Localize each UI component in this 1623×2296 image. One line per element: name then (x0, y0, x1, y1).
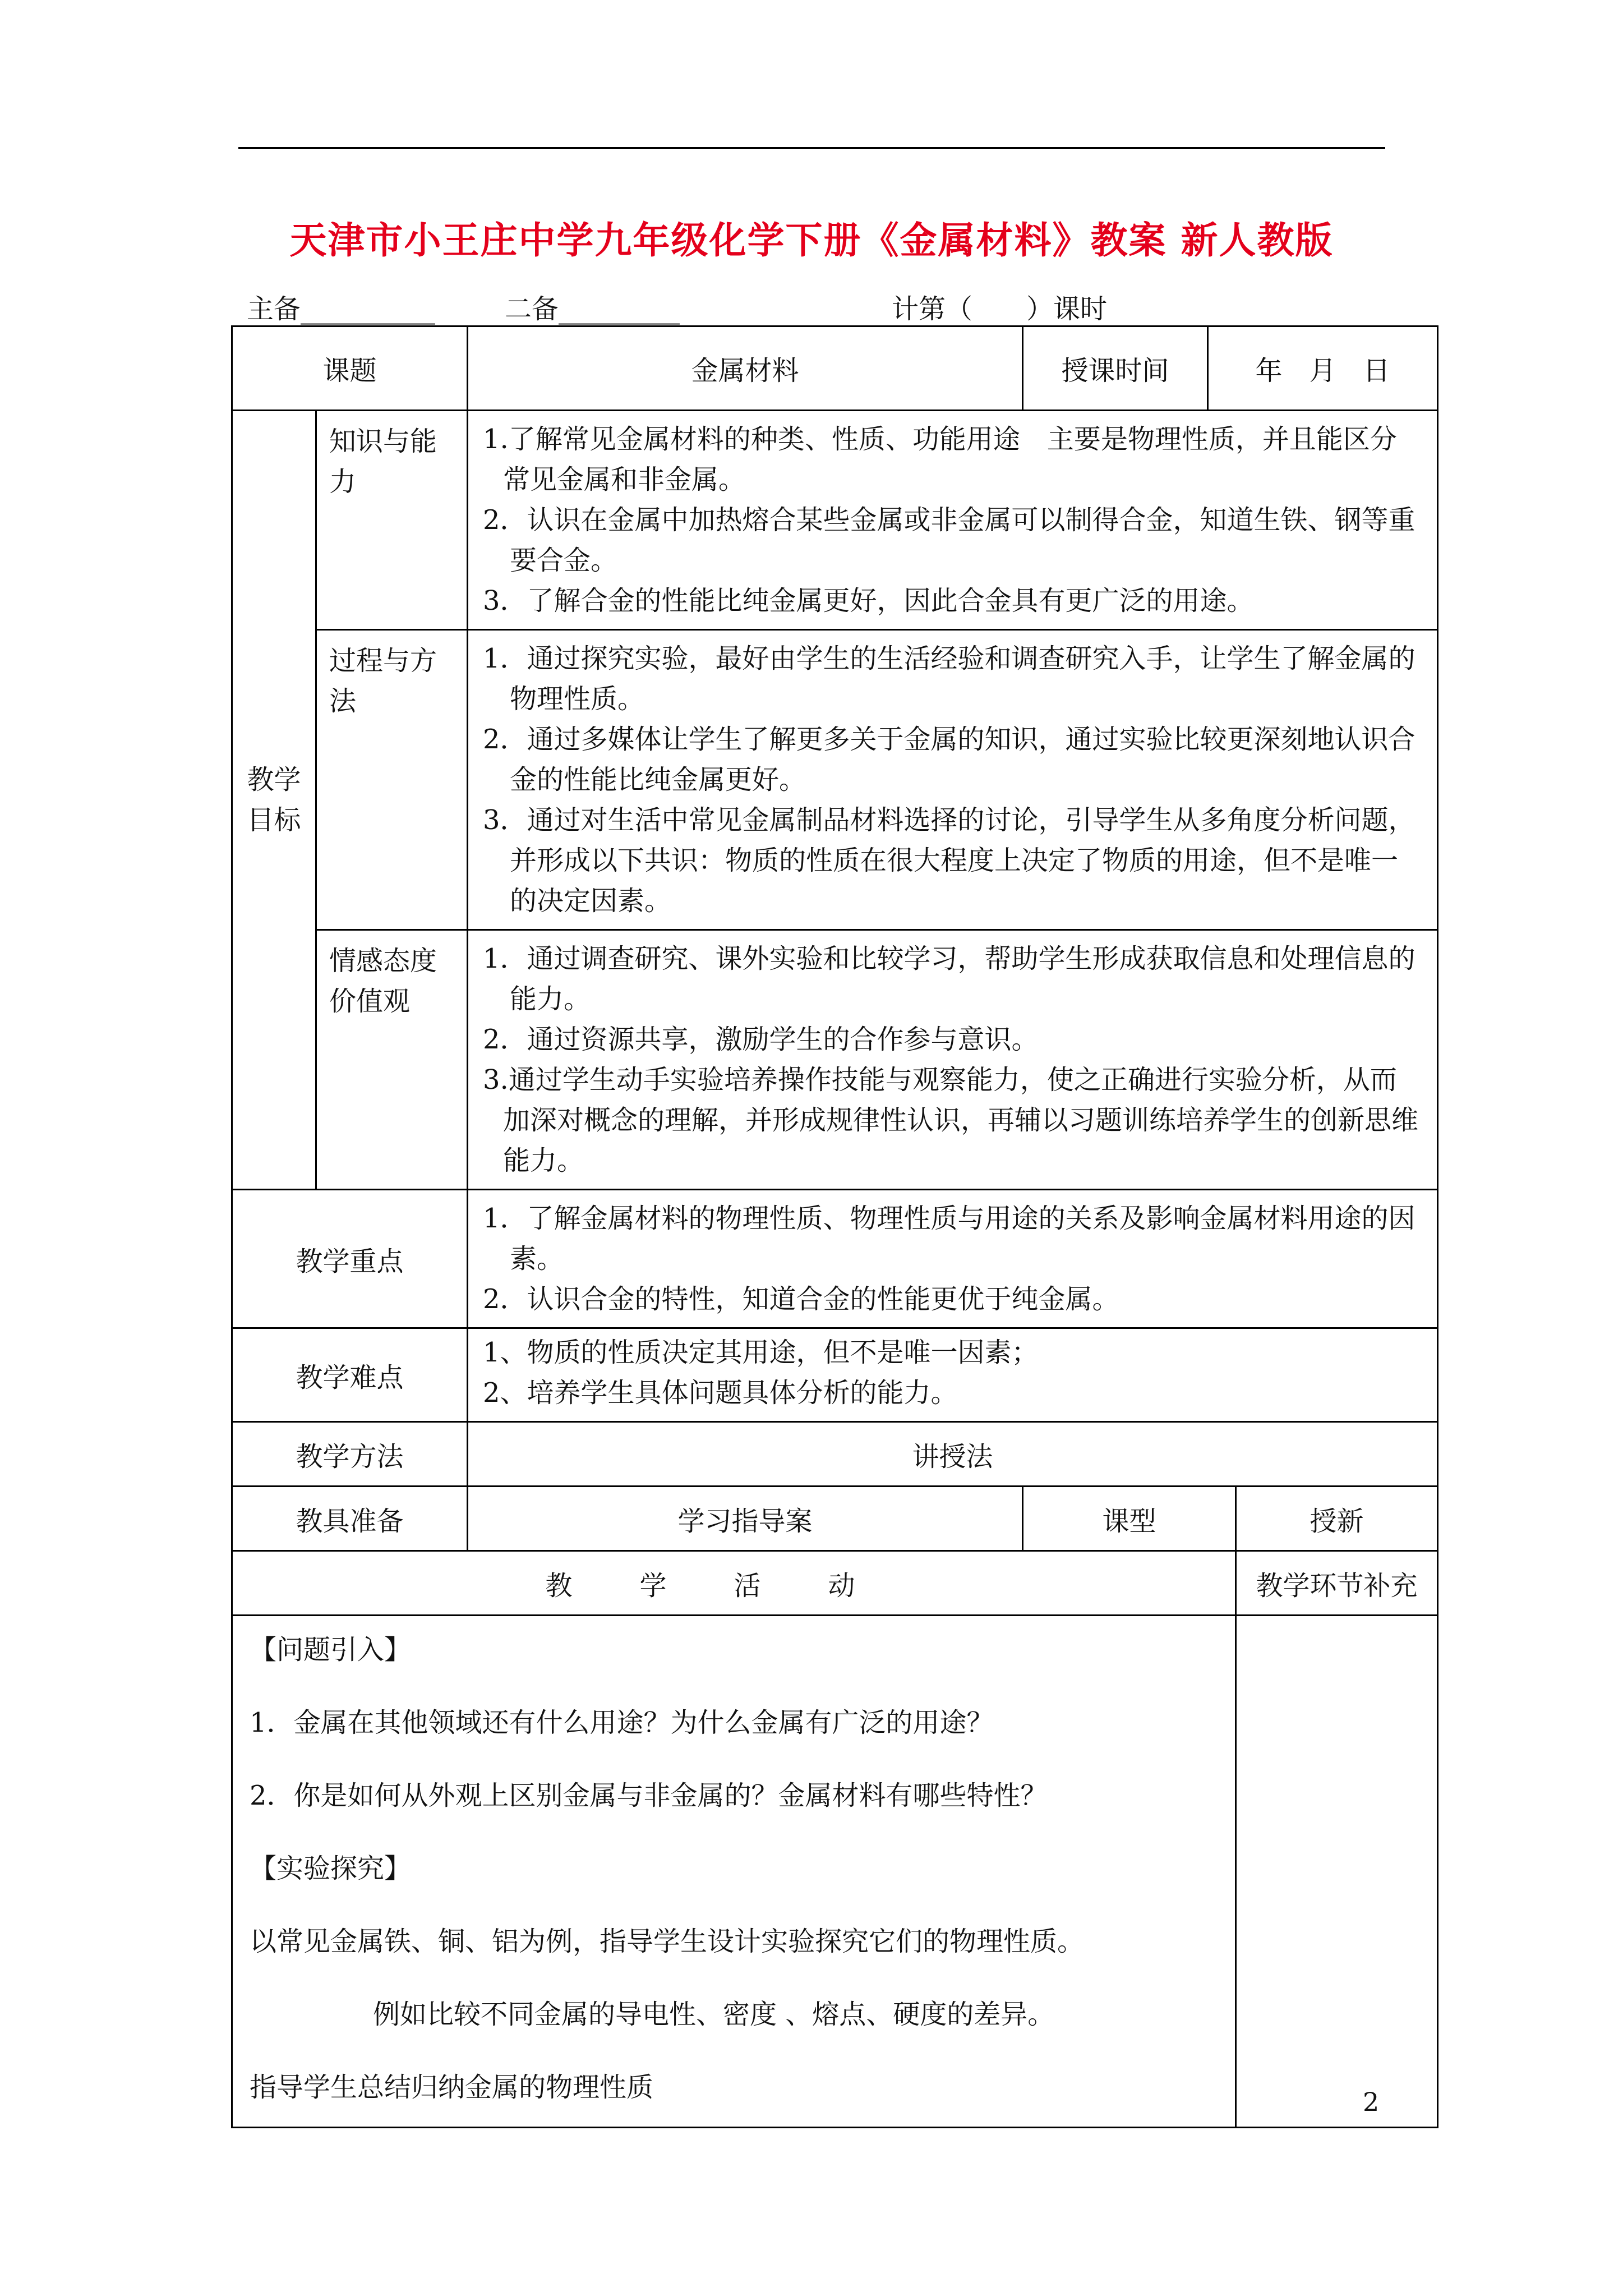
objective-group-label: 情感态度价值观 (316, 930, 468, 1190)
time-label: 授课时间 (1023, 326, 1208, 411)
materials-value: 学习指导案 (468, 1487, 1023, 1551)
second-prep: 二备_________ (505, 293, 680, 325)
key-points-row (232, 1190, 1438, 1328)
objective-item: 2．认识在金属中加热熔合某些金属或非金属可以制得合金，知道生铁、钢等重要合金。 (483, 504, 1415, 576)
supplement-header: 教学环节补充 (1236, 1551, 1438, 1616)
period-count: 计第（ ）课时 (892, 293, 1108, 325)
key-points-items (468, 1190, 1438, 1328)
lesson-plan-table (231, 325, 1438, 2128)
difficulties-row (232, 1328, 1438, 1422)
objective-item: 1．通过调查研究、课外实验和比较学习，帮助学生形成获取信息和处理信息的能力。 (483, 943, 1415, 1015)
method-row (232, 1422, 1438, 1487)
objective-item: 3．通过对生活中常见金属制品材料选择的讨论，引导学生从多角度分析问题，并形成以下共识：物质的性质在很大程度上决定了物质的用途，但不是唯一的决定因素。 (483, 804, 1415, 917)
header-rule (238, 147, 1385, 149)
activity-paragraph: 指导学生总结归纳金属的物理性质 (250, 2072, 654, 2103)
topic-value: 金属材料 (468, 326, 1023, 411)
supplement-cell (1236, 1616, 1438, 2128)
document-title: 天津市小王庄中学九年级化学下册《金属材料》教案 新人教版 (289, 218, 1334, 262)
objective-item: 1.了解常见金属材料的种类、性质、功能用途 主要是物理性质，并且能区分常见金属和非金属。 (483, 424, 1397, 495)
objective-row-values (232, 930, 1438, 1190)
prepared-by: 主备__________ (247, 293, 436, 325)
activity-heading: 【实验探究】 (250, 1853, 412, 1884)
objective-item: 3．了解合金的性能比纯金属更好，因此合金具有更广泛的用途。 (483, 585, 1254, 616)
difficulty-item: 1、物质的性质决定其用途，但不是唯一因素； (483, 1337, 1039, 1368)
lesson-type-value: 授新 (1236, 1487, 1438, 1551)
objective-group-items (468, 411, 1438, 630)
activity-paragraph: 以常见金属铁、铜、铝为例，指导学生设计实验探究它们的物理性质。 (250, 1926, 1085, 1957)
activity-paragraph: 1．金属在其他领域还有什么用途？为什么金属有广泛的用途？ (250, 1707, 994, 1738)
materials-label: 教具准备 (232, 1487, 468, 1551)
objective-item: 3.通过学生动手实验培养操作技能与观察能力，使之正确进行实验分析，从而加深对概念的理解，并形成规律性认识，再辅以习题训练培养学生的创新思维能力。 (483, 1064, 1419, 1176)
objective-item: 1．通过探究实验，最好由学生的生活经验和调查研究入手，让学生了解金属的物理性质。 (483, 643, 1415, 715)
method-value: 讲授法 (468, 1422, 1438, 1487)
activity-paragraph: 例如比较不同金属的导电性、密度 、熔点、硬度的差异。 (373, 1999, 1055, 2030)
objective-row-process (232, 630, 1438, 930)
topic-label: 课题 (232, 326, 468, 411)
key-point-item: 1．了解金属材料的物理性质、物理性质与用途的关系及影响金属材料用途的因素。 (483, 1203, 1415, 1274)
objective-group-items (468, 930, 1438, 1190)
activities-header-row (232, 1551, 1438, 1616)
topic-row (232, 326, 1438, 411)
difficulties-label: 教学难点 (232, 1328, 468, 1422)
activities-body-row (232, 1616, 1438, 2128)
activities-body (232, 1616, 1236, 2128)
objective-group-label: 知识与能力 (316, 411, 468, 630)
method-label: 教学方法 (232, 1422, 468, 1487)
objective-group-label: 过程与方法 (316, 630, 468, 930)
objective-row-knowledge (232, 411, 1438, 630)
key-point-item: 2．认识合金的特性，知道合金的性能更优于纯金属。 (483, 1283, 1119, 1315)
objective-item: 2．通过多媒体让学生了解更多关于金属的知识，通过实验比较更深刻地认识合金的性能比纯金属更好。 (483, 724, 1415, 795)
activities-header: 教学活动 (232, 1551, 1236, 1616)
page-number: 2 (1363, 2087, 1380, 2117)
objectives-label: 教学目标 (232, 411, 316, 1190)
time-value: 年 月 日 (1208, 326, 1438, 411)
lesson-type-label: 课型 (1023, 1487, 1236, 1551)
key-points-label: 教学重点 (232, 1190, 468, 1328)
objective-item: 2．通过资源共享，激励学生的合作参与意识。 (483, 1024, 1039, 1055)
difficulties-items (468, 1328, 1438, 1422)
activity-heading: 【问题引入】 (250, 1634, 412, 1665)
difficulty-item: 2、培养学生具体问题具体分析的能力。 (483, 1377, 958, 1409)
materials-row (232, 1487, 1438, 1551)
activity-paragraph: 2．你是如何从外观上区别金属与非金属的？金属材料有哪些特性？ (250, 1780, 1048, 1811)
objective-group-items (468, 630, 1438, 930)
